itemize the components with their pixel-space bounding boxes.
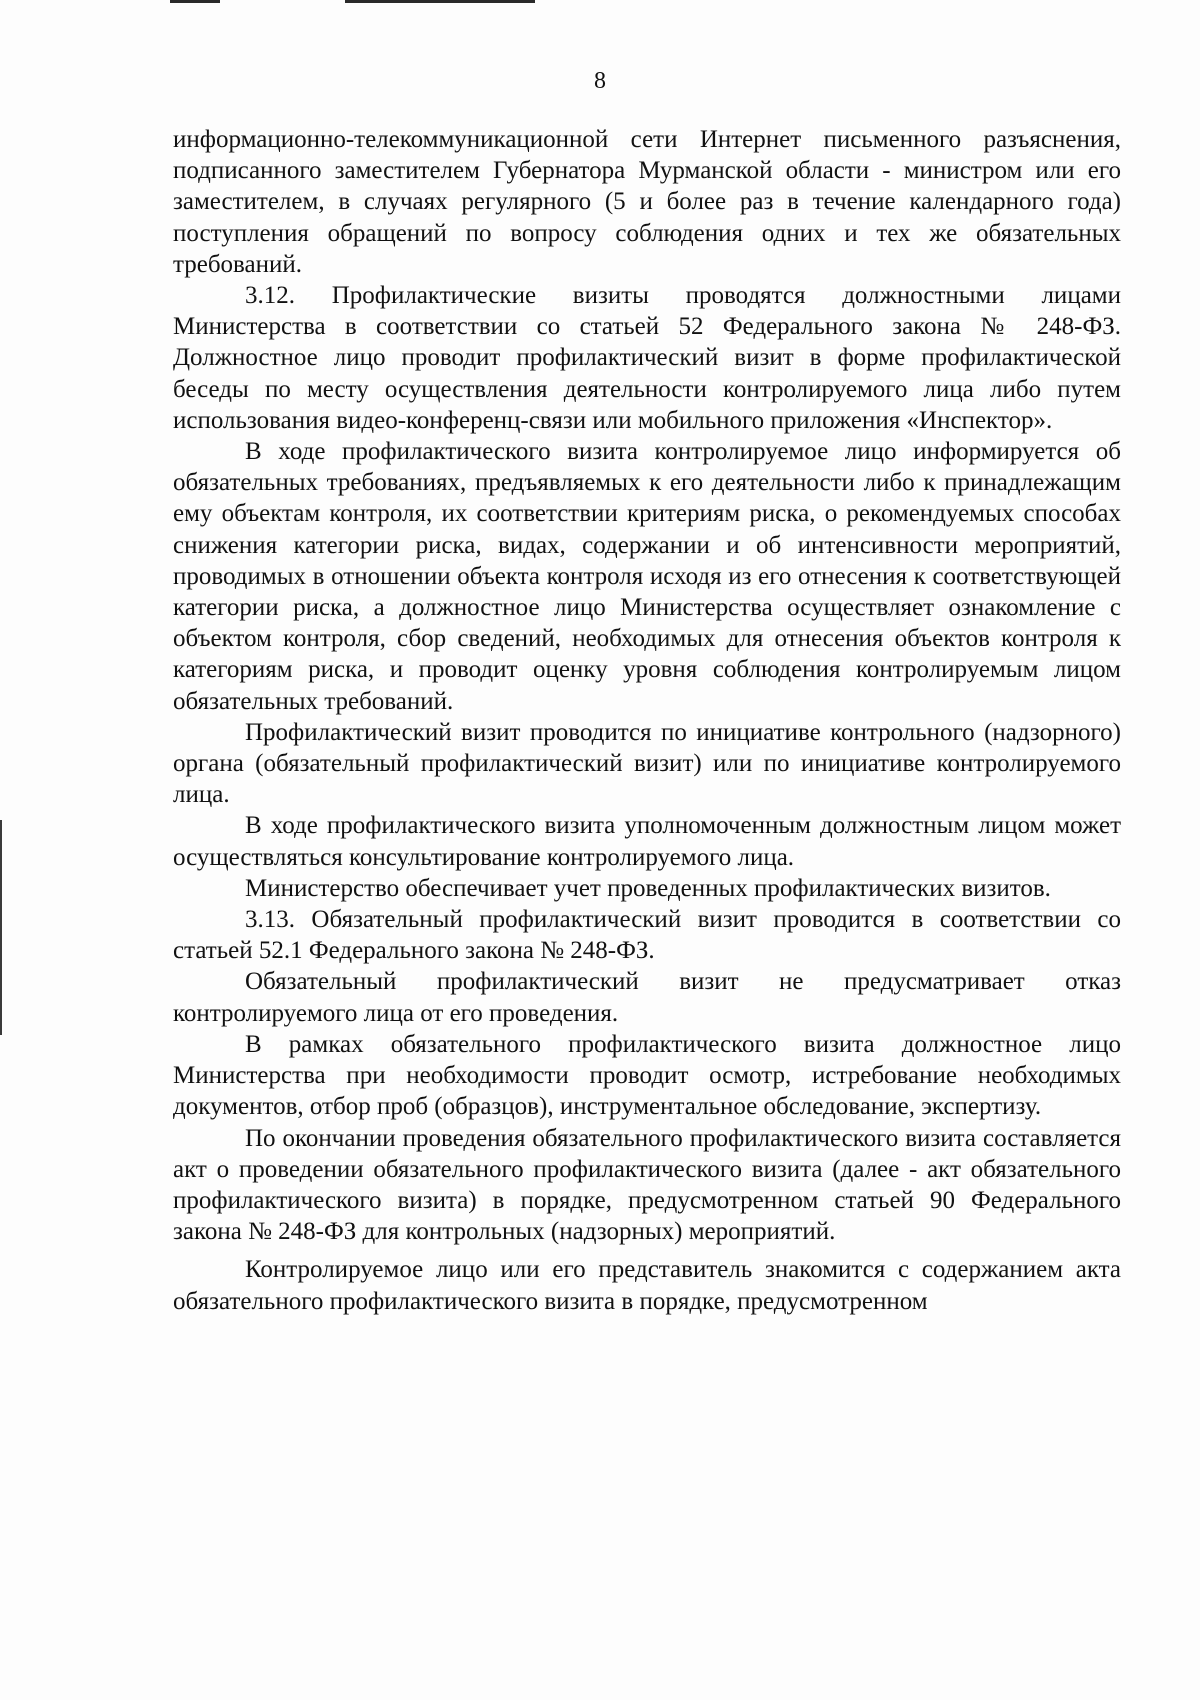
paragraph: Министерство обеспечивает учет проведенных профилактических визитов. bbox=[245, 874, 1051, 902]
paragraph: В ходе профилактического визита уполномоченным должностным лицом может осуществляться консультирование контролируемого лица. bbox=[173, 812, 1121, 871]
page-number: 8 bbox=[594, 68, 606, 94]
scan-artifact bbox=[170, 0, 220, 3]
paragraph: По окончании проведения обязательного профилактического визита составляется акт о проведении обязательного профилактического визита (далее - акт обязательного профилактического визита) в порядке, предусмотренном статьей 90 Федерального закона № 248-ФЗ для контрольных (надзорных) мероприятий. bbox=[173, 1124, 1121, 1246]
scan-artifact bbox=[0, 820, 2, 1035]
scan-artifact bbox=[345, 0, 535, 3]
paragraph: В рамках обязательного профилактического визита должностное лицо Министерства при необходимости проводит осмотр, истребование необходимых документов, отбор проб (образцов), инструментальное обследование, экспертизу. bbox=[173, 1030, 1121, 1121]
paragraph: 3.13. Обязательный профилактический визит проводится в соответствии со статьей 52.1 Федерального закона № 248-ФЗ. bbox=[173, 906, 1121, 965]
paragraph: В ходе профилактического визита контролируемое лицо информируется об обязательных требованиях, предъявляемых к его деятельности либо к принадлежащим ему объектам контроля, их соответствии критериям риска, о рекомендуемых способах снижения категории риска, видах, содержании и об интенсивности мероприятий, проводимых в отношении объекта контроля исходя из его отнесения к соответствующей категории риска, а должностное лицо Министерства осуществляет ознакомление с объектом контроля, сбор сведений, необходимых для отнесения объектов контроля к категориям риска, и проводит оценку уровня соблюдения контролируемым лицом обязательных требований. bbox=[173, 438, 1121, 715]
paragraph: 3.12. Профилактические визиты проводятся должностными лицами Министерства в соответствии со статьей 52 Федерального закона № 248-ФЗ. Должностное лицо проводит профилактический визит в форме профилактической беседы по месту осуществления деятельности контролируемого лица либо путем использования видео-конференц-связи или мобильного приложения «Инспектор». bbox=[173, 282, 1121, 434]
paragraph: информационно-телекоммуникационной сети Интернет письменного разъяснения, подписанного заместителем Губернатора Мурманской области - министром или его заместителем, в случаях регулярного (5 и более раз в течение календарного года) поступления обращений по вопросу соблюдения одних и тех же обязательных требований. bbox=[173, 126, 1121, 278]
paragraph: Контролируемое лицо или его представитель знакомится с содержанием акта обязательного профилактического визита в порядке, предусмотренном bbox=[173, 1256, 1121, 1315]
paragraph: Профилактический визит проводится по инициативе контрольного (надзорного) органа (обязательный профилактический визит) или по инициативе контролируемого лица. bbox=[173, 718, 1121, 809]
paragraph: Обязательный профилактический визит не предусматривает отказ контролируемого лица от его проведения. bbox=[173, 968, 1121, 1027]
document-body bbox=[173, 124, 1121, 1317]
